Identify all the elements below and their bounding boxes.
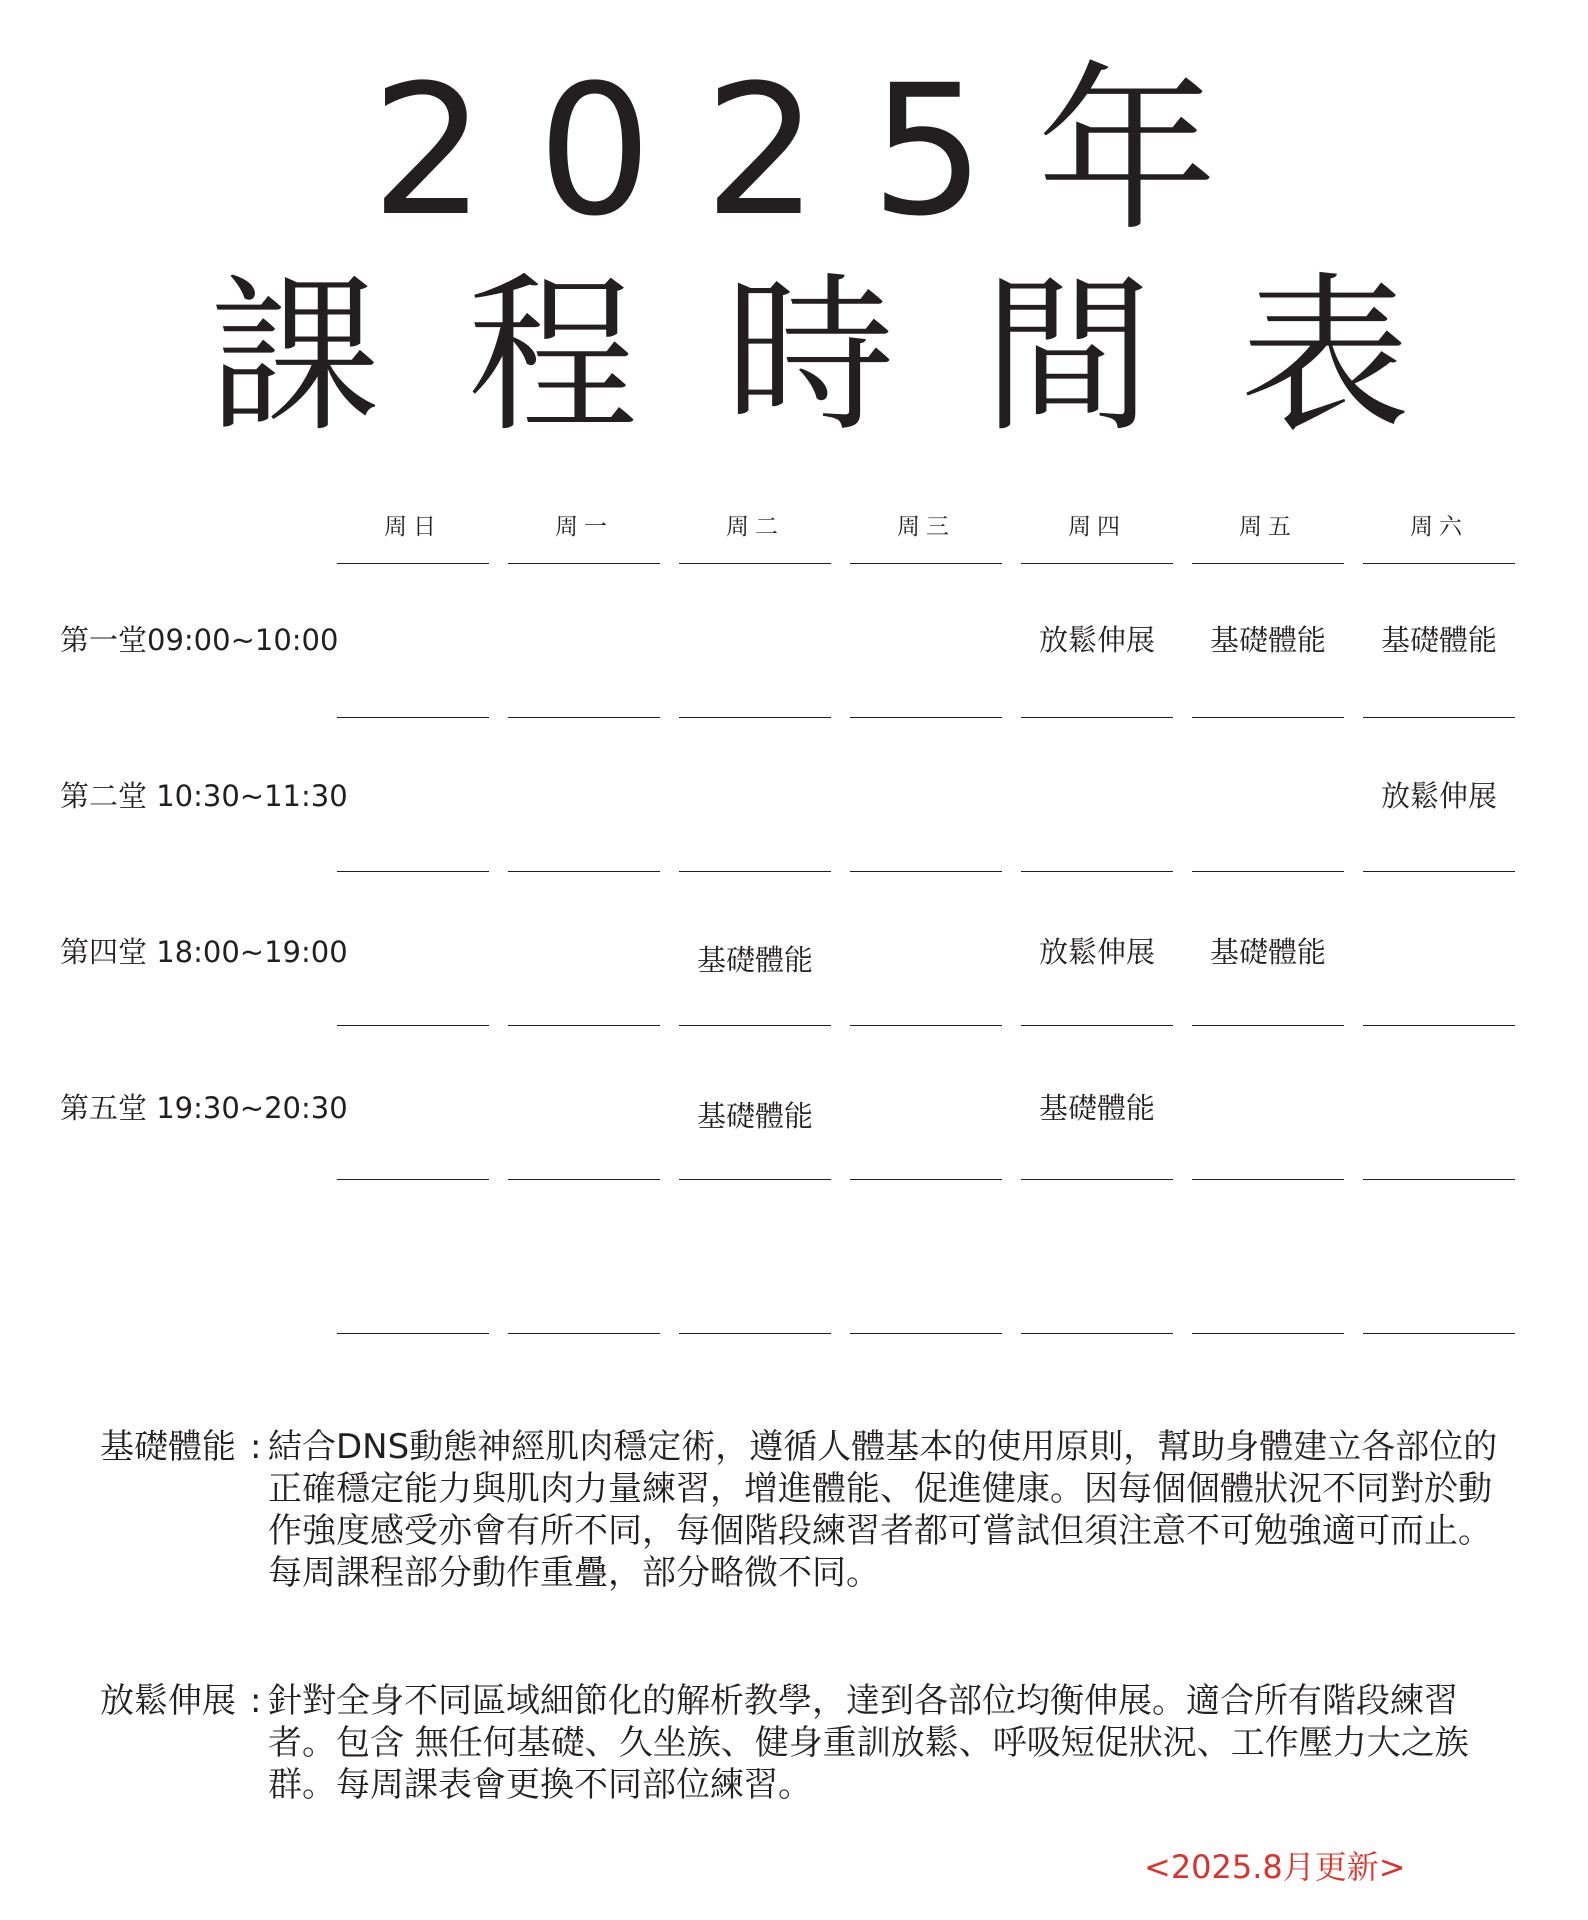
row-rule <box>508 1025 660 1026</box>
header-rule <box>679 563 831 564</box>
row-rule <box>1363 871 1515 872</box>
row-rule <box>1021 1179 1173 1180</box>
schedule-cell: 放鬆伸展 <box>1038 623 1155 657</box>
row-rule <box>679 1179 831 1180</box>
row-rule <box>1021 1025 1173 1026</box>
row-rule <box>337 1025 489 1026</box>
schedule-cell: 基礎體能 <box>696 1099 813 1133</box>
header-rule <box>508 563 660 564</box>
row-rule <box>1021 871 1173 872</box>
day-header: 周二 <box>726 514 784 540</box>
row-rule <box>850 1179 1002 1180</box>
row-rule <box>850 717 1002 718</box>
title-char: 程 <box>467 258 638 456</box>
description-colon: : <box>250 1427 262 1467</box>
row-rule <box>679 1333 831 1334</box>
row-rule <box>1363 1025 1515 1026</box>
row-rule <box>508 1333 660 1334</box>
header-rule <box>850 563 1002 564</box>
row-rule <box>850 1025 1002 1026</box>
time-slot-label: 第五堂 19:30~20:30 <box>60 1091 348 1125</box>
header-rule <box>1021 563 1173 564</box>
row-rule <box>337 717 489 718</box>
row-rule <box>1192 1025 1344 1026</box>
row-rule <box>508 871 660 872</box>
day-header: 周四 <box>1068 514 1126 540</box>
header-rule <box>337 563 489 564</box>
row-rule <box>679 717 831 718</box>
title-char: 間 <box>982 258 1153 456</box>
description-colon: : <box>250 1681 262 1721</box>
schedule-cell: 基礎體能 <box>696 943 813 977</box>
row-rule <box>337 871 489 872</box>
time-slot-label: 第四堂 18:00~19:00 <box>60 935 348 969</box>
page-title-main <box>210 258 1411 456</box>
row-rule <box>1192 1333 1344 1334</box>
schedule-cell: 放鬆伸展 <box>1038 935 1155 969</box>
update-note: <2025.8月更新> <box>1144 1848 1406 1886</box>
time-slot-label: 第一堂09:00~10:00 <box>60 623 339 657</box>
time-slot-label: 第二堂 10:30~11:30 <box>60 779 348 813</box>
description-term: 放鬆伸展 <box>100 1681 236 1721</box>
description-term: 基礎體能 <box>100 1427 236 1467</box>
schedule-cell: 基礎體能 <box>1209 623 1326 657</box>
page-title-year: 2025年 <box>370 47 1270 256</box>
row-rule <box>1192 717 1344 718</box>
day-header: 周五 <box>1239 514 1297 540</box>
row-rule <box>1021 717 1173 718</box>
row-rule <box>1363 717 1515 718</box>
day-header: 周三 <box>897 514 955 540</box>
day-header: 周日 <box>384 514 442 540</box>
schedule-cell: 放鬆伸展 <box>1380 779 1497 813</box>
day-header: 周一 <box>555 514 613 540</box>
schedule-cell: 基礎體能 <box>1038 1091 1155 1125</box>
day-header: 周六 <box>1410 514 1468 540</box>
row-rule <box>1363 1179 1515 1180</box>
row-rule <box>337 1179 489 1180</box>
row-rule <box>1192 1179 1344 1180</box>
row-rule <box>1021 1333 1173 1334</box>
schedule-cell: 基礎體能 <box>1380 623 1497 657</box>
schedule-cell: 基礎體能 <box>1209 935 1326 969</box>
row-rule <box>508 717 660 718</box>
row-rule <box>1192 871 1344 872</box>
header-rule <box>1192 563 1344 564</box>
title-char: 表 <box>1240 258 1411 456</box>
row-rule <box>1363 1333 1515 1334</box>
title-char: 時 <box>725 258 896 456</box>
row-rule <box>508 1179 660 1180</box>
row-rule <box>850 1333 1002 1334</box>
row-rule <box>679 871 831 872</box>
title-char: 課 <box>210 258 381 456</box>
row-rule <box>337 1333 489 1334</box>
header-rule <box>1363 563 1515 564</box>
row-rule <box>850 871 1002 872</box>
description-body: 結合DNS動態神經肌肉穩定術，遵循人體基本的使用原則，幫助身體建立各部位的正確穩定能力與肌肉力量練習，增進體能、促進健康。因每個個體狀況不同對於動作強度感受亦會有所不同，每個階段練習者都可嘗試但須注意不可勉強適可而止。每周課程部分動作重疊，部分略微不同。 <box>268 1427 1498 1593</box>
row-rule <box>679 1025 831 1026</box>
description-body: 針對全身不同區域細節化的解析教學，達到各部位均衡伸展。適合所有階段練習者。包含 無任何基礎、久坐族、健身重訓放鬆、呼吸短促狀況、工作壓力大之族群。每周課表會更換不同部位練習。 <box>268 1681 1469 1805</box>
